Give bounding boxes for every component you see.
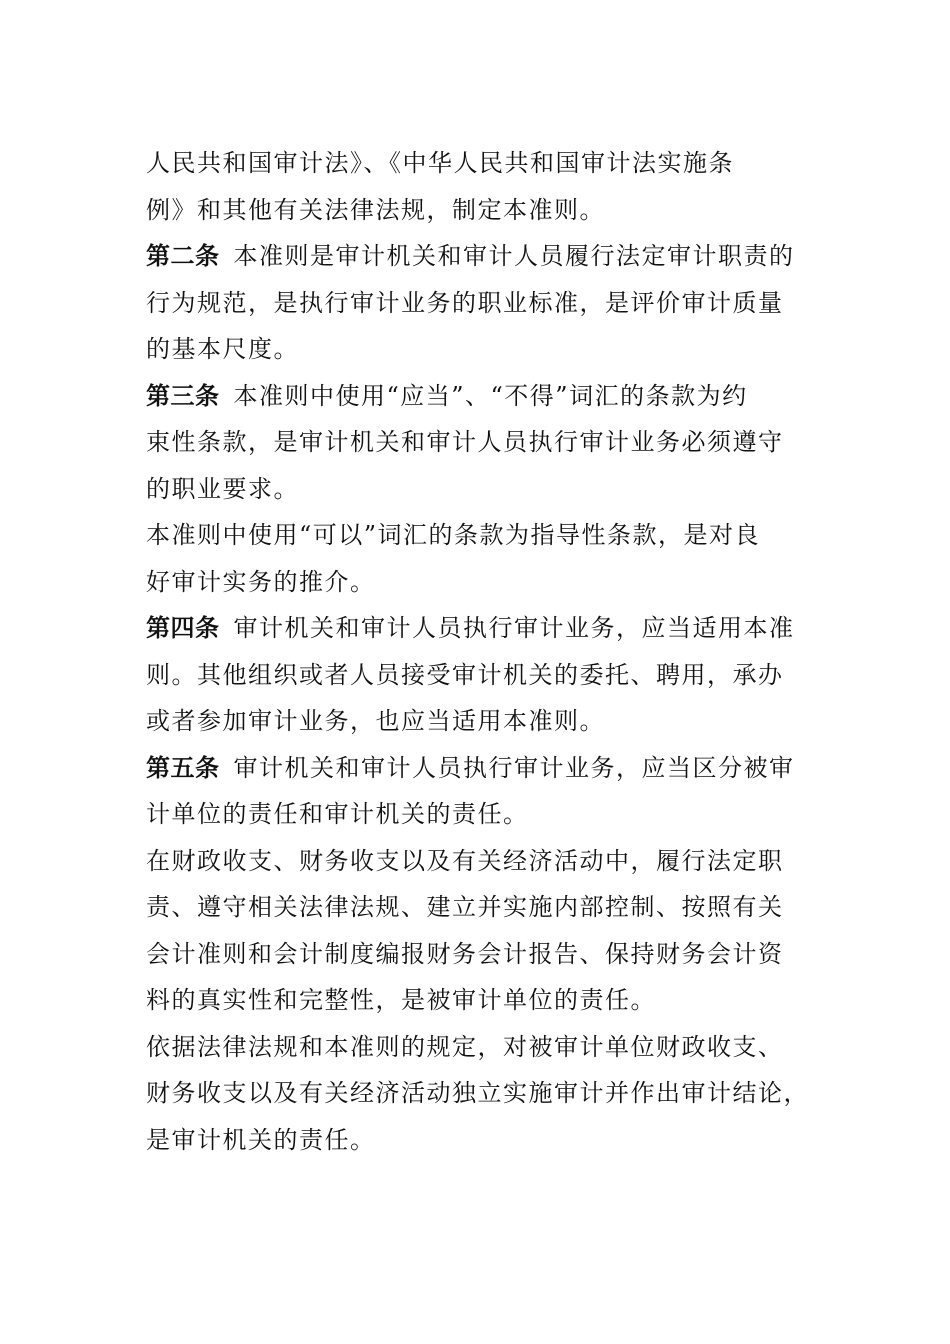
article-label: 第四条 bbox=[146, 614, 220, 642]
article-label: 第三条 bbox=[146, 381, 220, 410]
text-line: 计单位的责任和审计机关的责任。 bbox=[146, 800, 529, 828]
text-line: 的职业要求。 bbox=[146, 474, 299, 503]
article-4 bbox=[146, 605, 806, 745]
text-line: 责、遵守相关法律法规、建立并实施内部控制、按照有关 bbox=[146, 893, 784, 921]
paragraph-auditor-responsibility bbox=[146, 1024, 809, 1164]
article-5 bbox=[146, 745, 806, 838]
text-line bbox=[146, 373, 806, 420]
document-body bbox=[146, 140, 809, 1163]
text-line bbox=[146, 605, 806, 652]
text-line-content: 审计机关和审计人员执行审计业务，应当区分被审 bbox=[233, 753, 795, 782]
text-line bbox=[146, 233, 806, 280]
text-line: 或者参加审计业务，也应当适用本准则。 bbox=[146, 707, 605, 735]
text-line: 则。其他组织或者人员接受审计机关的委托、聘用，承办 bbox=[146, 660, 784, 689]
text-line-content: 本准则中使用“应当”、“不得”词汇的条款为约 bbox=[233, 381, 748, 410]
text-line: 财务收支以及有关经济活动独立实施审计并作出审计结论， bbox=[146, 1079, 809, 1107]
text-line: 的基本尺度。 bbox=[146, 335, 299, 363]
text-line: 人民共和国审计法》、《中华人民共和国审计法实施条 bbox=[146, 149, 734, 177]
text-line: 例》和其他有关法律法规，制定本准则。 bbox=[146, 195, 605, 224]
paragraph-auditee-responsibility bbox=[146, 838, 806, 1024]
text-line-content: 本准则是审计机关和审计人员履行法定审计职责的 bbox=[233, 242, 795, 270]
text-line: 好审计实务的推介。 bbox=[146, 567, 376, 596]
text-line: 料的真实性和完整性，是被审计单位的责任。 bbox=[146, 986, 656, 1014]
text-line-content: 审计机关和审计人员执行审计业务，应当适用本准 bbox=[233, 614, 795, 642]
text-line: 在财政收支、财务收支以及有关经济活动中，履行法定职 bbox=[146, 846, 784, 875]
article-3 bbox=[146, 373, 806, 513]
text-line bbox=[146, 745, 806, 792]
text-line: 是审计机关的责任。 bbox=[146, 1125, 376, 1154]
paragraph-law-basis bbox=[146, 140, 806, 233]
text-line: 束性条款，是审计机关和审计人员执行审计业务必须遵守 bbox=[146, 428, 784, 456]
paragraph-guidance-clause bbox=[146, 512, 806, 605]
text-line: 会计准则和会计制度编报财务会计报告、保持财务会计资 bbox=[146, 939, 784, 968]
text-line: 依据法律法规和本准则的规定，对被审计单位财政收支、 bbox=[146, 1032, 784, 1061]
article-2 bbox=[146, 233, 806, 373]
text-line: 本准则中使用“可以”词汇的条款为指导性条款，是对良 bbox=[146, 521, 761, 549]
article-label: 第二条 bbox=[146, 242, 220, 270]
article-label: 第五条 bbox=[146, 753, 220, 782]
text-line: 行为规范，是执行审计业务的职业标准，是评价审计质量 bbox=[146, 288, 784, 317]
